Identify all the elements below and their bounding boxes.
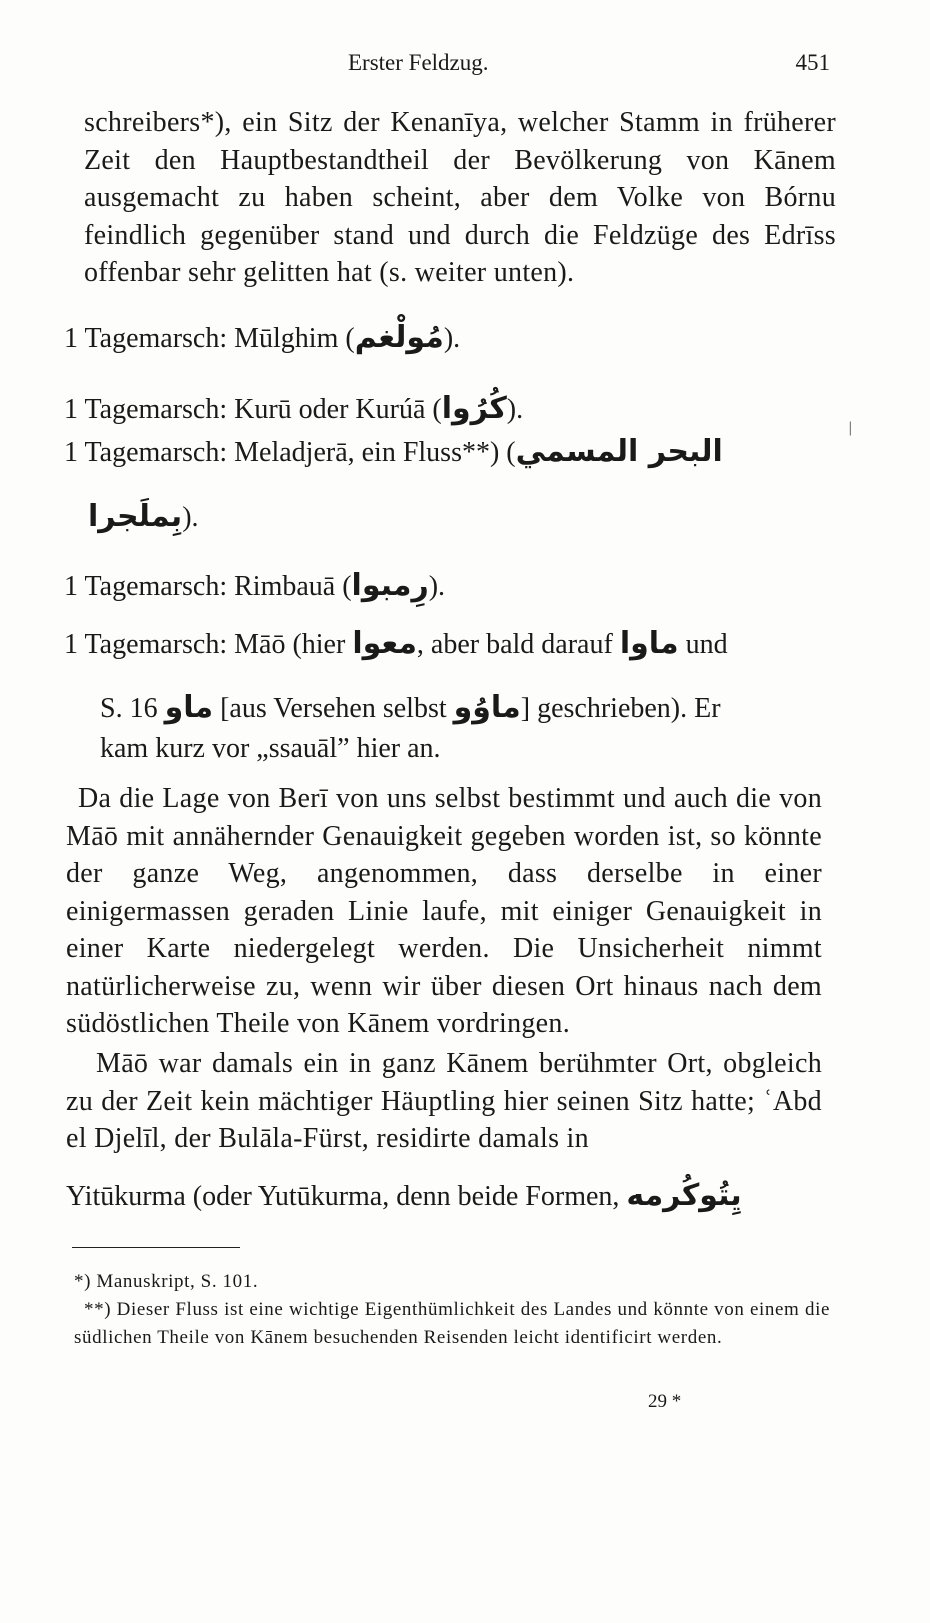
itinerary-line-5-cont: S. 16 ماو [aus Versehen selbst ماوُو] geschrieben). Er bbox=[100, 690, 721, 725]
itinerary-line-4: 1 Tagemarsch: Rimbauā (رِمبوا). bbox=[64, 568, 446, 603]
arabic-maua-2: ماوا bbox=[619, 626, 679, 661]
footnote-2: **) Dieser Fluss ist eine wichtige Eigenthümlichkeit des Landes und könnte von einem die südlichen Theile von Kānem besuchenden Reisenden leicht identificirt werden. bbox=[74, 1299, 830, 1348]
itinerary-line-3: 1 Tagemarsch: Meladjerā, ein Fluss**) (البحر المسمي bbox=[64, 434, 723, 469]
itinerary-line-2: 1 Tagemarsch: Kurū oder Kurúā (كُرُوا). bbox=[64, 391, 524, 426]
margin-mark: | bbox=[848, 420, 853, 436]
arabic-al-bahr: البحر المسمي bbox=[515, 434, 723, 469]
page-number: 451 bbox=[795, 50, 830, 75]
paragraph-3-last-line: Yitūkurma (oder Yutūkurma, denn beide Formen, يِتُوكُرمه bbox=[66, 1178, 742, 1213]
arabic-kurua: كُرُوا bbox=[441, 391, 507, 426]
arabic-mauu: ماوُو bbox=[453, 690, 521, 725]
paragraph-3: Māō war damals ein in ganz Kānem berühmter Ort, obgleich zu der Zeit kein mächtiger Häuptling hier seinen Sitz hatte; ʿAbd el Djelīl, der Bulāla-Fürst, residirte damals in bbox=[66, 1048, 822, 1154]
paragraph-1: schreibers*), ein Sitz der Kenanīya, welcher Stamm in früherer Zeit den Hauptbestandtheil der Bevölkerung von Kānem ausgemacht zu haben scheint, aber dem Volke von Bórnu feindlich gegenüber stand und durch die Feldzüge des Edrīss offenbar sehr gelitten hat (s. weiter unten). bbox=[84, 107, 836, 288]
itinerary-line-1: 1 Tagemarsch: Mūlghim (مُولْغم). bbox=[64, 320, 461, 355]
itinerary-line-3-cont: بِملَجرا). bbox=[88, 499, 199, 534]
arabic-yitukurma: يِتُوكُرمه bbox=[626, 1178, 742, 1213]
arabic-maua-1: معوا bbox=[352, 626, 417, 661]
arabic-rimbaua: رِمبوا bbox=[351, 568, 429, 603]
running-title: Erster Feldzug. bbox=[348, 50, 489, 75]
itinerary-line-5-end: kam kurz vor „ssauāl” hier an. bbox=[100, 733, 441, 764]
footnote-1: *) Manuskript, S. 101. bbox=[74, 1271, 259, 1292]
page-header bbox=[78, 50, 830, 90]
arabic-meladjera: بِملَجرا bbox=[88, 499, 183, 534]
paragraph-2: Da die Lage von Berī von uns selbst bestimmt und auch die von Māō mit annähernder Genauigkeit gegeben worden ist, so könnte der ganze Weg, angenommen, dass derselbe in einer einigermassen geraden Linie laufe, mit einiger Genauigkeit in einer Karte niedergelegt werden. Die Unsicherheit nimmt natürlicherweise zu, wenn wir über diesen Ort hinaus nach dem südöstlichen Theile von Kānem vordringen. bbox=[66, 783, 822, 1039]
signature-mark: 29 * bbox=[648, 1391, 682, 1412]
arabic-mao: ماو bbox=[164, 690, 214, 725]
arabic-mulghim: مُولْغم bbox=[354, 320, 444, 355]
footnote-rule bbox=[72, 1247, 240, 1248]
itinerary-line-5: 1 Tagemarsch: Māō (hier معوا, aber bald darauf ماوا und bbox=[64, 626, 728, 661]
